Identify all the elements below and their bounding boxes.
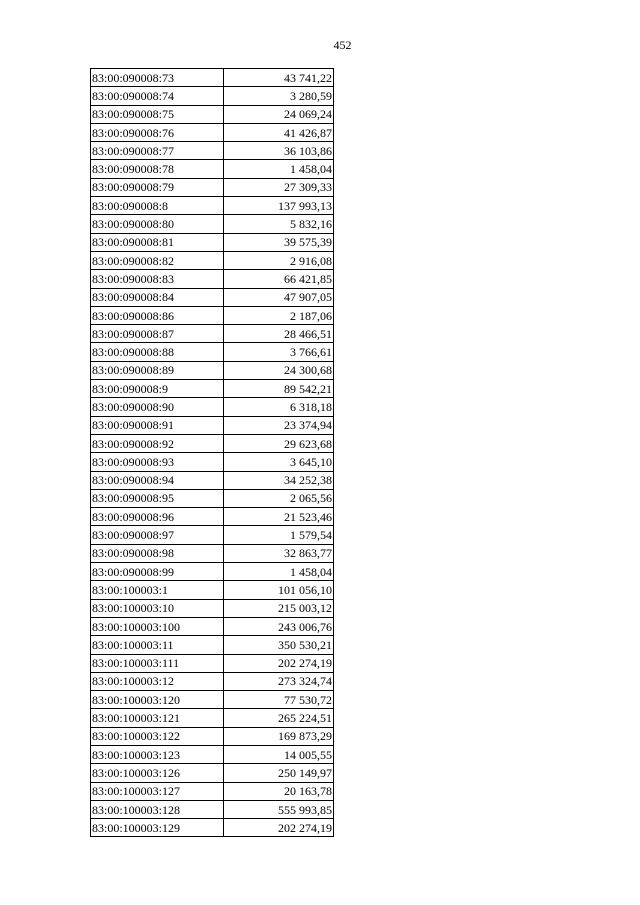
cadastral-number-cell: 83:00:090008:96 — [91, 508, 224, 526]
table-row — [91, 160, 334, 178]
value-cell: 36 103,86 — [224, 142, 334, 160]
cadastral-number-cell: 83:00:100003:120 — [91, 691, 224, 709]
table-body — [91, 69, 334, 837]
value-cell: 29 623,68 — [224, 434, 334, 452]
value-cell: 20 163,78 — [224, 782, 334, 800]
table-row — [91, 691, 334, 709]
value-cell: 137 993,13 — [224, 197, 334, 215]
value-cell: 215 003,12 — [224, 599, 334, 617]
value-cell: 41 426,87 — [224, 123, 334, 141]
cadastral-number-cell: 83:00:100003:123 — [91, 745, 224, 763]
cadastral-number-cell: 83:00:100003:10 — [91, 599, 224, 617]
table-row — [91, 489, 334, 507]
cadastral-number-cell: 83:00:090008:82 — [91, 251, 224, 269]
value-cell: 202 274,19 — [224, 654, 334, 672]
value-cell: 77 530,72 — [224, 691, 334, 709]
cadastral-number-cell: 83:00:100003:11 — [91, 636, 224, 654]
cadastral-number-cell: 83:00:100003:121 — [91, 709, 224, 727]
cadastral-number-cell: 83:00:090008:8 — [91, 197, 224, 215]
cadastral-number-cell: 83:00:100003:129 — [91, 819, 224, 837]
cadastral-number-cell: 83:00:090008:89 — [91, 361, 224, 379]
table-row — [91, 343, 334, 361]
cadastral-number-cell: 83:00:090008:99 — [91, 563, 224, 581]
table-row — [91, 617, 334, 635]
table-row — [91, 197, 334, 215]
table-row — [91, 544, 334, 562]
cadastral-number-cell: 83:00:090008:94 — [91, 471, 224, 489]
cadastral-number-cell: 83:00:090008:75 — [91, 105, 224, 123]
table-row — [91, 142, 334, 160]
table-row — [91, 306, 334, 324]
cadastral-number-cell: 83:00:090008:90 — [91, 398, 224, 416]
value-cell: 2 916,08 — [224, 251, 334, 269]
cadastral-number-cell: 83:00:090008:91 — [91, 416, 224, 434]
value-cell: 24 069,24 — [224, 105, 334, 123]
cadastral-number-cell: 83:00:090008:74 — [91, 87, 224, 105]
value-cell: 265 224,51 — [224, 709, 334, 727]
value-cell: 1 458,04 — [224, 563, 334, 581]
table-row — [91, 599, 334, 617]
cadastral-number-cell: 83:00:090008:95 — [91, 489, 224, 507]
value-cell: 273 324,74 — [224, 672, 334, 690]
value-cell: 28 466,51 — [224, 325, 334, 343]
cadastral-number-cell: 83:00:100003:126 — [91, 764, 224, 782]
value-cell: 23 374,94 — [224, 416, 334, 434]
table-row — [91, 215, 334, 233]
table-row — [91, 87, 334, 105]
cadastral-number-cell: 83:00:090008:80 — [91, 215, 224, 233]
table-row — [91, 178, 334, 196]
table-row — [91, 745, 334, 763]
table-row — [91, 251, 334, 269]
value-cell: 14 005,55 — [224, 745, 334, 763]
cadastral-number-cell: 83:00:090008:79 — [91, 178, 224, 196]
cadastral-number-cell: 83:00:090008:98 — [91, 544, 224, 562]
cadastral-number-cell: 83:00:090008:88 — [91, 343, 224, 361]
table-row — [91, 709, 334, 727]
cadastral-number-cell: 83:00:090008:73 — [91, 69, 224, 87]
table-row — [91, 123, 334, 141]
value-cell: 101 056,10 — [224, 581, 334, 599]
value-cell: 24 300,68 — [224, 361, 334, 379]
cadastral-number-cell: 83:00:090008:97 — [91, 526, 224, 544]
cadastral-number-cell: 83:00:090008:92 — [91, 434, 224, 452]
value-cell: 39 575,39 — [224, 233, 334, 251]
cadastral-number-cell: 83:00:090008:84 — [91, 288, 224, 306]
value-cell: 350 530,21 — [224, 636, 334, 654]
table-row — [91, 325, 334, 343]
table-row — [91, 819, 334, 837]
cadastral-number-cell: 83:00:090008:86 — [91, 306, 224, 324]
value-cell: 47 907,05 — [224, 288, 334, 306]
cadastral-number-cell: 83:00:100003:12 — [91, 672, 224, 690]
value-cell: 43 741,22 — [224, 69, 334, 87]
table-row — [91, 672, 334, 690]
table-row — [91, 453, 334, 471]
table-row — [91, 800, 334, 818]
table-row — [91, 288, 334, 306]
value-cell: 169 873,29 — [224, 727, 334, 745]
value-cell: 21 523,46 — [224, 508, 334, 526]
value-cell: 243 006,76 — [224, 617, 334, 635]
value-cell: 555 993,85 — [224, 800, 334, 818]
cadastral-number-cell: 83:00:090008:93 — [91, 453, 224, 471]
cadastral-number-cell: 83:00:090008:78 — [91, 160, 224, 178]
table-row — [91, 361, 334, 379]
table-row — [91, 636, 334, 654]
table-row — [91, 764, 334, 782]
cadastral-number-cell: 83:00:090008:9 — [91, 380, 224, 398]
table-row — [91, 563, 334, 581]
table-row — [91, 434, 334, 452]
cadastral-number-cell: 83:00:100003:128 — [91, 800, 224, 818]
value-cell: 202 274,19 — [224, 819, 334, 837]
cadastral-number-cell: 83:00:100003:122 — [91, 727, 224, 745]
value-cell: 6 318,18 — [224, 398, 334, 416]
table-row — [91, 782, 334, 800]
table-row — [91, 581, 334, 599]
cadastral-number-cell: 83:00:090008:76 — [91, 123, 224, 141]
value-cell: 89 542,21 — [224, 380, 334, 398]
table-row — [91, 105, 334, 123]
cadastral-number-cell: 83:00:100003:111 — [91, 654, 224, 672]
cadastral-number-cell: 83:00:090008:87 — [91, 325, 224, 343]
value-cell: 34 252,38 — [224, 471, 334, 489]
table-row — [91, 471, 334, 489]
value-cell: 3 766,61 — [224, 343, 334, 361]
value-cell: 5 832,16 — [224, 215, 334, 233]
table-row — [91, 380, 334, 398]
value-cell: 66 421,85 — [224, 270, 334, 288]
table-row — [91, 270, 334, 288]
value-cell: 2 065,56 — [224, 489, 334, 507]
cadastral-number-cell: 83:00:090008:77 — [91, 142, 224, 160]
table-row — [91, 654, 334, 672]
cadastral-number-cell: 83:00:100003:100 — [91, 617, 224, 635]
table-row — [91, 508, 334, 526]
value-cell: 3 280,59 — [224, 87, 334, 105]
value-cell: 1 458,04 — [224, 160, 334, 178]
table-row — [91, 727, 334, 745]
table-row — [91, 233, 334, 251]
value-cell: 27 309,33 — [224, 178, 334, 196]
value-cell: 1 579,54 — [224, 526, 334, 544]
table-row — [91, 526, 334, 544]
page-number: 452 — [333, 38, 352, 52]
cadastral-number-cell: 83:00:100003:1 — [91, 581, 224, 599]
value-cell: 3 645,10 — [224, 453, 334, 471]
cadastral-number-cell: 83:00:090008:81 — [91, 233, 224, 251]
table-row — [91, 398, 334, 416]
value-cell: 250 149,97 — [224, 764, 334, 782]
cadastral-number-cell: 83:00:100003:127 — [91, 782, 224, 800]
table-row — [91, 69, 334, 87]
data-table — [90, 68, 334, 837]
value-cell: 32 863,77 — [224, 544, 334, 562]
cadastral-number-cell: 83:00:090008:83 — [91, 270, 224, 288]
value-cell: 2 187,06 — [224, 306, 334, 324]
table-row — [91, 416, 334, 434]
